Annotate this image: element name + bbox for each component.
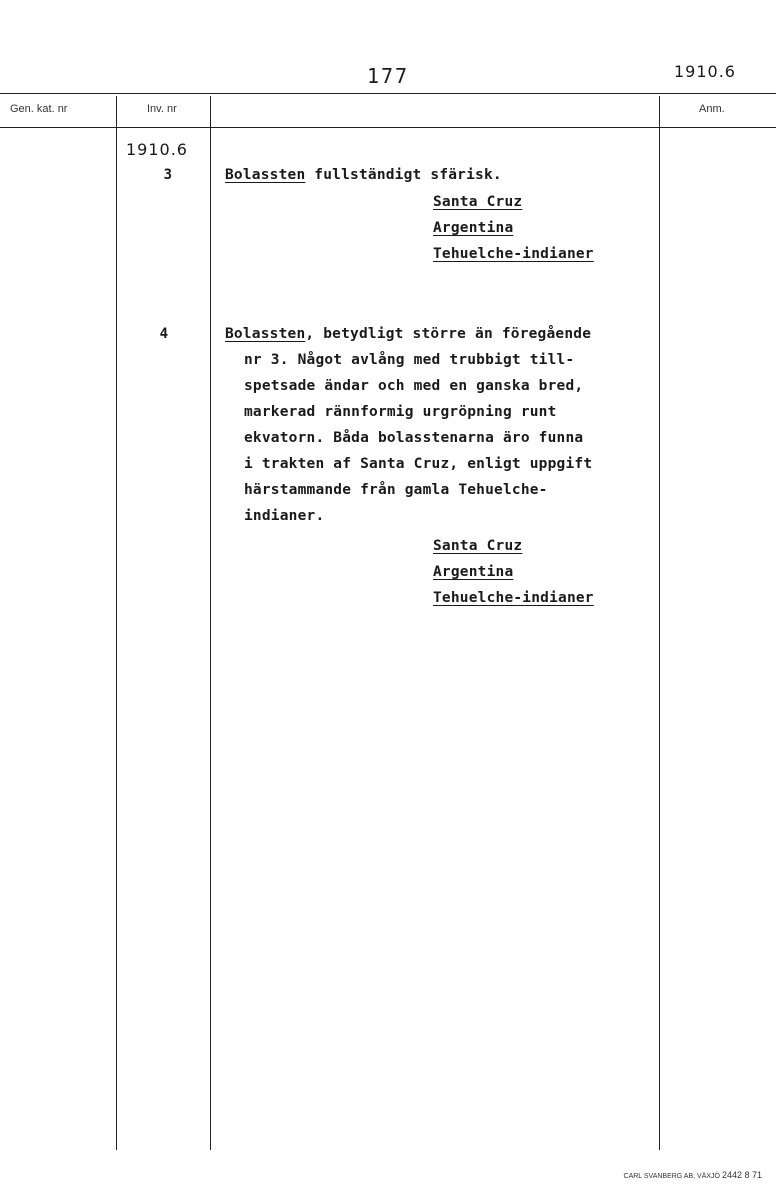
inventory-year: 1910.6 (126, 140, 188, 159)
location-people: Tehuelche-indianer (433, 246, 594, 262)
entry-line: i trakten af Santa Cruz, enligt uppgift (244, 456, 593, 472)
header-top-rule (0, 93, 776, 94)
location-country: Argentina (433, 564, 514, 580)
column-header-inv-nr: Inv. nr (147, 103, 177, 115)
entry-title: Bolassten (225, 326, 306, 342)
printer-name: CARL SVANBERG AB, VÄXJÖ (623, 1173, 720, 1180)
entry-inv-number: 3 (163, 167, 172, 183)
page-number: 177 (366, 64, 410, 88)
printer-imprint (624, 1170, 762, 1180)
entry-line: fullständigt sfärisk. (305, 167, 502, 183)
column-divider-inv-text (210, 96, 211, 1150)
entry-inv-number: 4 (159, 326, 168, 342)
column-divider-gen-inv (116, 96, 117, 1150)
entry-title: Bolassten (225, 167, 306, 183)
column-header-gen-kat-nr: Gen. kat. nr (10, 103, 68, 115)
entry-line: ekvatorn. Båda bolasstenarna äro funna (244, 430, 584, 446)
location-country: Argentina (433, 220, 514, 236)
entry-line: nr 3. Något avlång med trubbigt till- (244, 352, 575, 368)
entry-line: indianer. (244, 508, 325, 524)
entry-line: markerad rännformig urgröpning runt (244, 404, 557, 420)
entry-line: spetsade ändar och med en ganska bred, (244, 378, 584, 394)
form-number: 2442 8 71 (721, 1170, 762, 1180)
entry-line: , betydligt större än föregående (305, 326, 592, 342)
location-people: Tehuelche-indianer (433, 590, 594, 606)
location-place: Santa Cruz (433, 538, 523, 554)
column-header-anm: Anm. (699, 103, 725, 115)
catalogue-code: 1910.6 (674, 62, 736, 81)
column-divider-text-anm (659, 96, 660, 1150)
entry-description (225, 326, 591, 342)
entry-line: härstammande från gamla Tehuelche- (244, 482, 548, 498)
location-place: Santa Cruz (433, 194, 523, 210)
entry-description (225, 167, 502, 183)
